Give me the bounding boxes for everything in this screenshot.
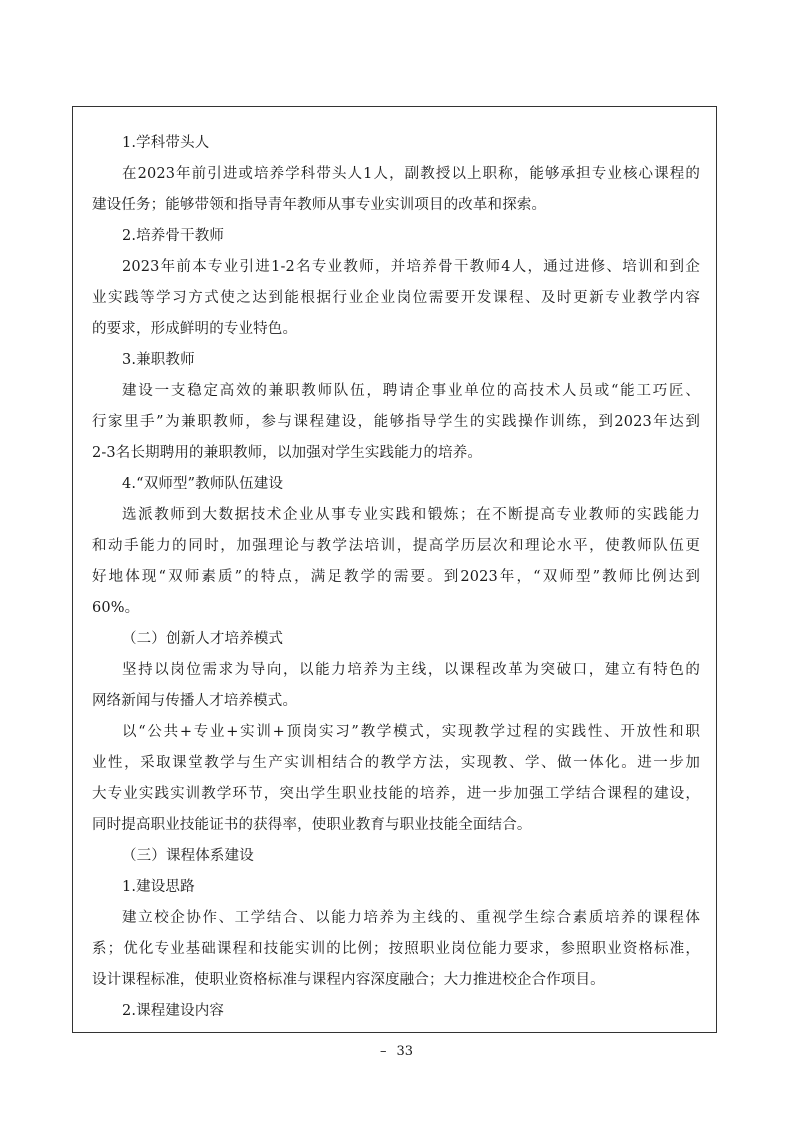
paragraph-line: 60%。 (92, 600, 140, 616)
paragraph-line: 坚持以岗位需求为导向，以能力培养为主线，以课程改革为突破口，建立有特色的 (122, 662, 700, 678)
paragraph-line: 好地体现“双师素质”的特点，满足教学的需要。到2023年，“双师型”教师比例达到 (92, 569, 700, 585)
paragraph-line: 网络新闻与传播人才培养模式。 (92, 693, 298, 709)
heading-course-content: 2.课程建设内容 (122, 1003, 225, 1019)
paragraph-line: 大专业实践实训教学环节，突出学生职业技能的培养，进一步加强工学结合课程的建设， (92, 786, 700, 802)
paragraph-line: 业实践等学习方式使之达到能根据行业企业岗位需要开发课程、及时更新专业教学内容 (92, 290, 700, 306)
paragraph-line: 建立校企协作、工学结合、以能力培养为主线的、重视学生综合素质培养的课程体 (122, 910, 700, 926)
paragraph-line: 2-3名长期聘用的兼职教师，以加强对学生实践能力的培养。 (92, 445, 483, 461)
paragraph-line: 以“公共+专业+实训+顶岗实习”教学模式，实现教学过程的实践性、开放性和职 (122, 724, 700, 740)
heading-construction-ideas: 1.建设思路 (122, 879, 195, 895)
footer-dash: – (379, 1044, 387, 1059)
paragraph-line: 建设任务；能够带领和指导青年教师从事专业实训项目的改革和探索。 (92, 197, 547, 213)
paragraph-line: 和动手能力的同时，加强理论与教学法培训，提高学历层次和理论水平，使教师队伍更 (92, 538, 700, 554)
paragraph-line: 设计课程标准，使职业资格标准与课程内容深度融合；大力推进校企合作项目。 (92, 972, 605, 988)
document-body (92, 128, 700, 1027)
heading-dual-qualified-team: 4.“双师型”教师队伍建设 (122, 476, 284, 492)
paragraph-line: 同时提高职业技能证书的获得率，使职业教育与职业技能全面结合。 (92, 817, 532, 833)
paragraph-line: 建设一支稳定高效的兼职教师队伍，聘请企事业单位的高技术人员或“能工巧匠、 (122, 383, 700, 399)
paragraph-line: 系；优化专业基础课程和技能实训的比例；按照职业岗位能力要求，参照职业资格标准， (92, 941, 700, 957)
section-heading-curriculum: （三）课程体系建设 (122, 848, 254, 864)
heading-backbone-teachers: 2.培养骨干教师 (122, 228, 225, 244)
paragraph-line: 选派教师到大数据技术企业从事专业实践和锻炼；在不断提高专业教师的实践能力 (122, 507, 700, 523)
page-footer (0, 1044, 793, 1059)
page-number: 33 (396, 1044, 414, 1059)
section-heading-talent-model: （二）创新人才培养模式 (122, 631, 284, 647)
paragraph-line: 在2023年前引进或培养学科带头人1人，副教授以上职称，能够承担专业核心课程的 (122, 166, 700, 182)
heading-discipline-leader: 1.学科带头人 (122, 135, 210, 151)
paragraph-line: 2023年前本专业引进1-2名专业教师，并培养骨干教师4人，通过进修、培训和到企 (122, 259, 700, 275)
paragraph-line: 行家里手”为兼职教师，参与课程建设，能够指导学生的实践操作训练，到2023年达到 (92, 414, 700, 430)
paragraph-line: 业性，采取课堂教学与生产实训相结合的教学方法，实现教、学、做一体化。进一步加 (92, 755, 700, 771)
heading-part-time-teachers: 3.兼职教师 (122, 352, 195, 368)
paragraph-line: 的要求，形成鲜明的专业特色。 (92, 321, 298, 337)
